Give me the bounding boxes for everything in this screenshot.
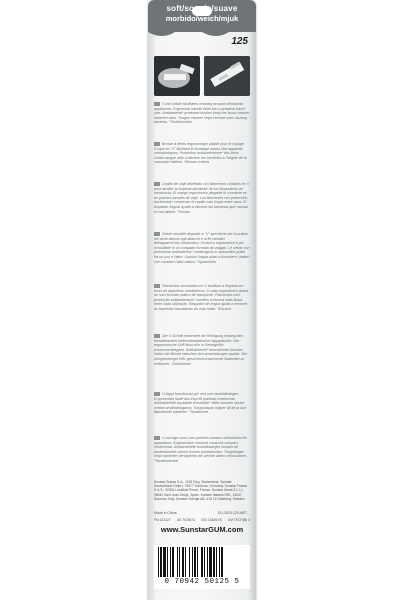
variant-line-2: morbido/weich/mjuk	[165, 14, 239, 23]
flag-icon	[154, 284, 160, 288]
description-pt: Filamentos recortados em V facilitam a limpeza em torno de aparelhos ortodônticos. O cabo ergonómico dobra-se num formato prático de transporte. Filamentos com protecção antibacteriana* mantêm a escova mais limpa entre cada utilização. Raspador de língua ajuda a remover as bactérias causadoras do mau hálito. *Escova	[154, 284, 250, 311]
flag-icon	[154, 232, 160, 236]
barcode-bar	[160, 547, 162, 577]
barcode-bar	[158, 547, 159, 577]
reg-code: CM TECH(B) 3	[227, 518, 250, 522]
reg-code: FM 221427	[154, 518, 171, 522]
barcode-bar	[194, 547, 196, 577]
description-sv: V-klippt borsthuvud gör rent runt tandställningen. Ergonomiskt skaft viks ihop till praktiskt reseformat. Antibakteriellt skyddade borststrån* håller borsten renare mellan användningarna. Tungskrapan hjälper till att ta bort illaluktande bakterier. *Tandborste	[154, 392, 247, 415]
description-it: Setole morbide disposte a "V" specifiche per la pulizia dei denti attorno agli attacchi e ai fili metallici dell'apparecchio ortodontico. Il manico ergonomico è più richiudibile in un compatto formato da viaggio. Le setole con protezione antibatterica* mantengono lo spazzolino pulito fra un uso e l'altro. Il pulisci lingua aiuta a rimuovere i batteri che causano l'alito cattivo. *Spazzolino	[154, 232, 250, 264]
barcode-bar	[213, 547, 215, 577]
description-es: Cepillo de viaje diseñado con filamentos cortados en V para facilitar la limpieza alrededor de los dispositivos de ortodoncia. El mango ergonómico plegable lo convierte en un práctico tamaño de viaje. Los filamentos con protección bactericida* conservan el cepillo más limpio entre usos. El limpiador lingual ayuda a eliminar las bacterias que causan el mal aliento. *Cerdas	[154, 182, 250, 214]
barcode-bar	[177, 547, 178, 577]
reg-code: ISO 13485:03	[201, 518, 222, 522]
barcode	[154, 545, 250, 589]
barcode-bar	[189, 547, 190, 577]
manufacturer-addresses: Sunstar Suisse S.A., 1163 Etoy, Switzerland. Sunstar Deutschland GmbH, 79677 Schönau, Germany. Sunstar France S.A.S., 92300 Levallois Perret, France. Sunstar Iberia S.L.U., 08940 Sant Joan Despí, Spain. Sunstar Italiana SRL, 21047 Saronno, Italy. Sunstar Sverige AB, 415 15 Göteborg, Sweden	[154, 480, 248, 501]
barcode-bar	[167, 547, 168, 577]
barcode-bar	[179, 547, 180, 577]
barcode-bar	[219, 547, 220, 577]
flag-icon	[154, 102, 160, 106]
barcode-bar	[216, 547, 217, 577]
made-in: Made in China	[154, 511, 177, 515]
flag-icon	[154, 334, 160, 338]
description-nl: V-vormige vorm voor poetsen rondom orthodontische apparatuur. Ergonomisch handvat vouwt tot compact reisformaat. Antibacteriële borstelhaartjes houden de tandenborstel schoon tussen poetsbeurten. Tongreiniger helpt bacteriën verwijderen die slechte adem veroorzaken. *Tandenborstel	[154, 436, 247, 463]
barcode-number: 0 70942 50125 5	[164, 578, 240, 586]
brand-url: www.SunstarGUM.com	[160, 525, 244, 534]
barcode-bar	[201, 547, 203, 577]
barcode-bar	[172, 547, 174, 577]
model-number: 125	[231, 36, 248, 47]
flag-icon	[154, 392, 160, 396]
barcode-bars	[158, 547, 246, 577]
product-photo-orthodontic	[154, 56, 200, 96]
barcode-bar	[197, 547, 198, 577]
package-card	[148, 0, 256, 600]
barcode-bar	[204, 547, 205, 577]
barcode-bar	[182, 547, 184, 577]
barcode-bar	[170, 547, 171, 577]
description-en: V-trim bristle facilitates cleaning around orthodontic appliances. Ergonomic handle folds into a practical travel size. Antibacterial* protected bristles keep the brush cleaner between uses. Tongue cleaner helps remove odor-causing bacteria. *Toothbrushes	[154, 102, 250, 125]
barcode-bar	[192, 547, 193, 577]
barcode-bar	[209, 547, 212, 577]
eu-code: EU-2015-125-NET	[218, 511, 247, 515]
description-fr: Brosse à dents ergonomique pliable pour le voyage. Coupe en "V" facilitant le brossage autour des appareils orthodontiques. Protection antibactérienne* des brins. Gratte-langue aide à éliminer les bactéries à l'origine de la mauvaise haleine. *Brosse à dents	[154, 142, 247, 165]
flag-icon	[154, 436, 160, 440]
flag-icon	[154, 142, 160, 146]
product-photo-folding-handle	[204, 56, 250, 96]
flag-icon	[154, 182, 160, 186]
variant-line-1: soft/souple/suave	[166, 4, 238, 13]
description-de: Der V-Schnitt erleichtert die Reinigung entlang den Metallbrackets kieferorthopädischer Apparaturen. Der ergonomische Griff lässt sich in Reisegröße zusammenklappen. Antibakteriell* beschichtete Borsten halten die Bürste zwischen den Anwendungen sauber. Der Zungenreiniger hilft, geruchsverursachende Bakterien zu entfernen. *Zahnbürste	[154, 334, 248, 366]
barcode-bar	[163, 547, 166, 577]
barcode-bar	[185, 547, 186, 577]
barcode-bar	[207, 547, 208, 577]
registration-row	[154, 518, 250, 522]
reg-code: AS 7020674	[176, 518, 196, 522]
barcode-bar	[221, 547, 223, 577]
